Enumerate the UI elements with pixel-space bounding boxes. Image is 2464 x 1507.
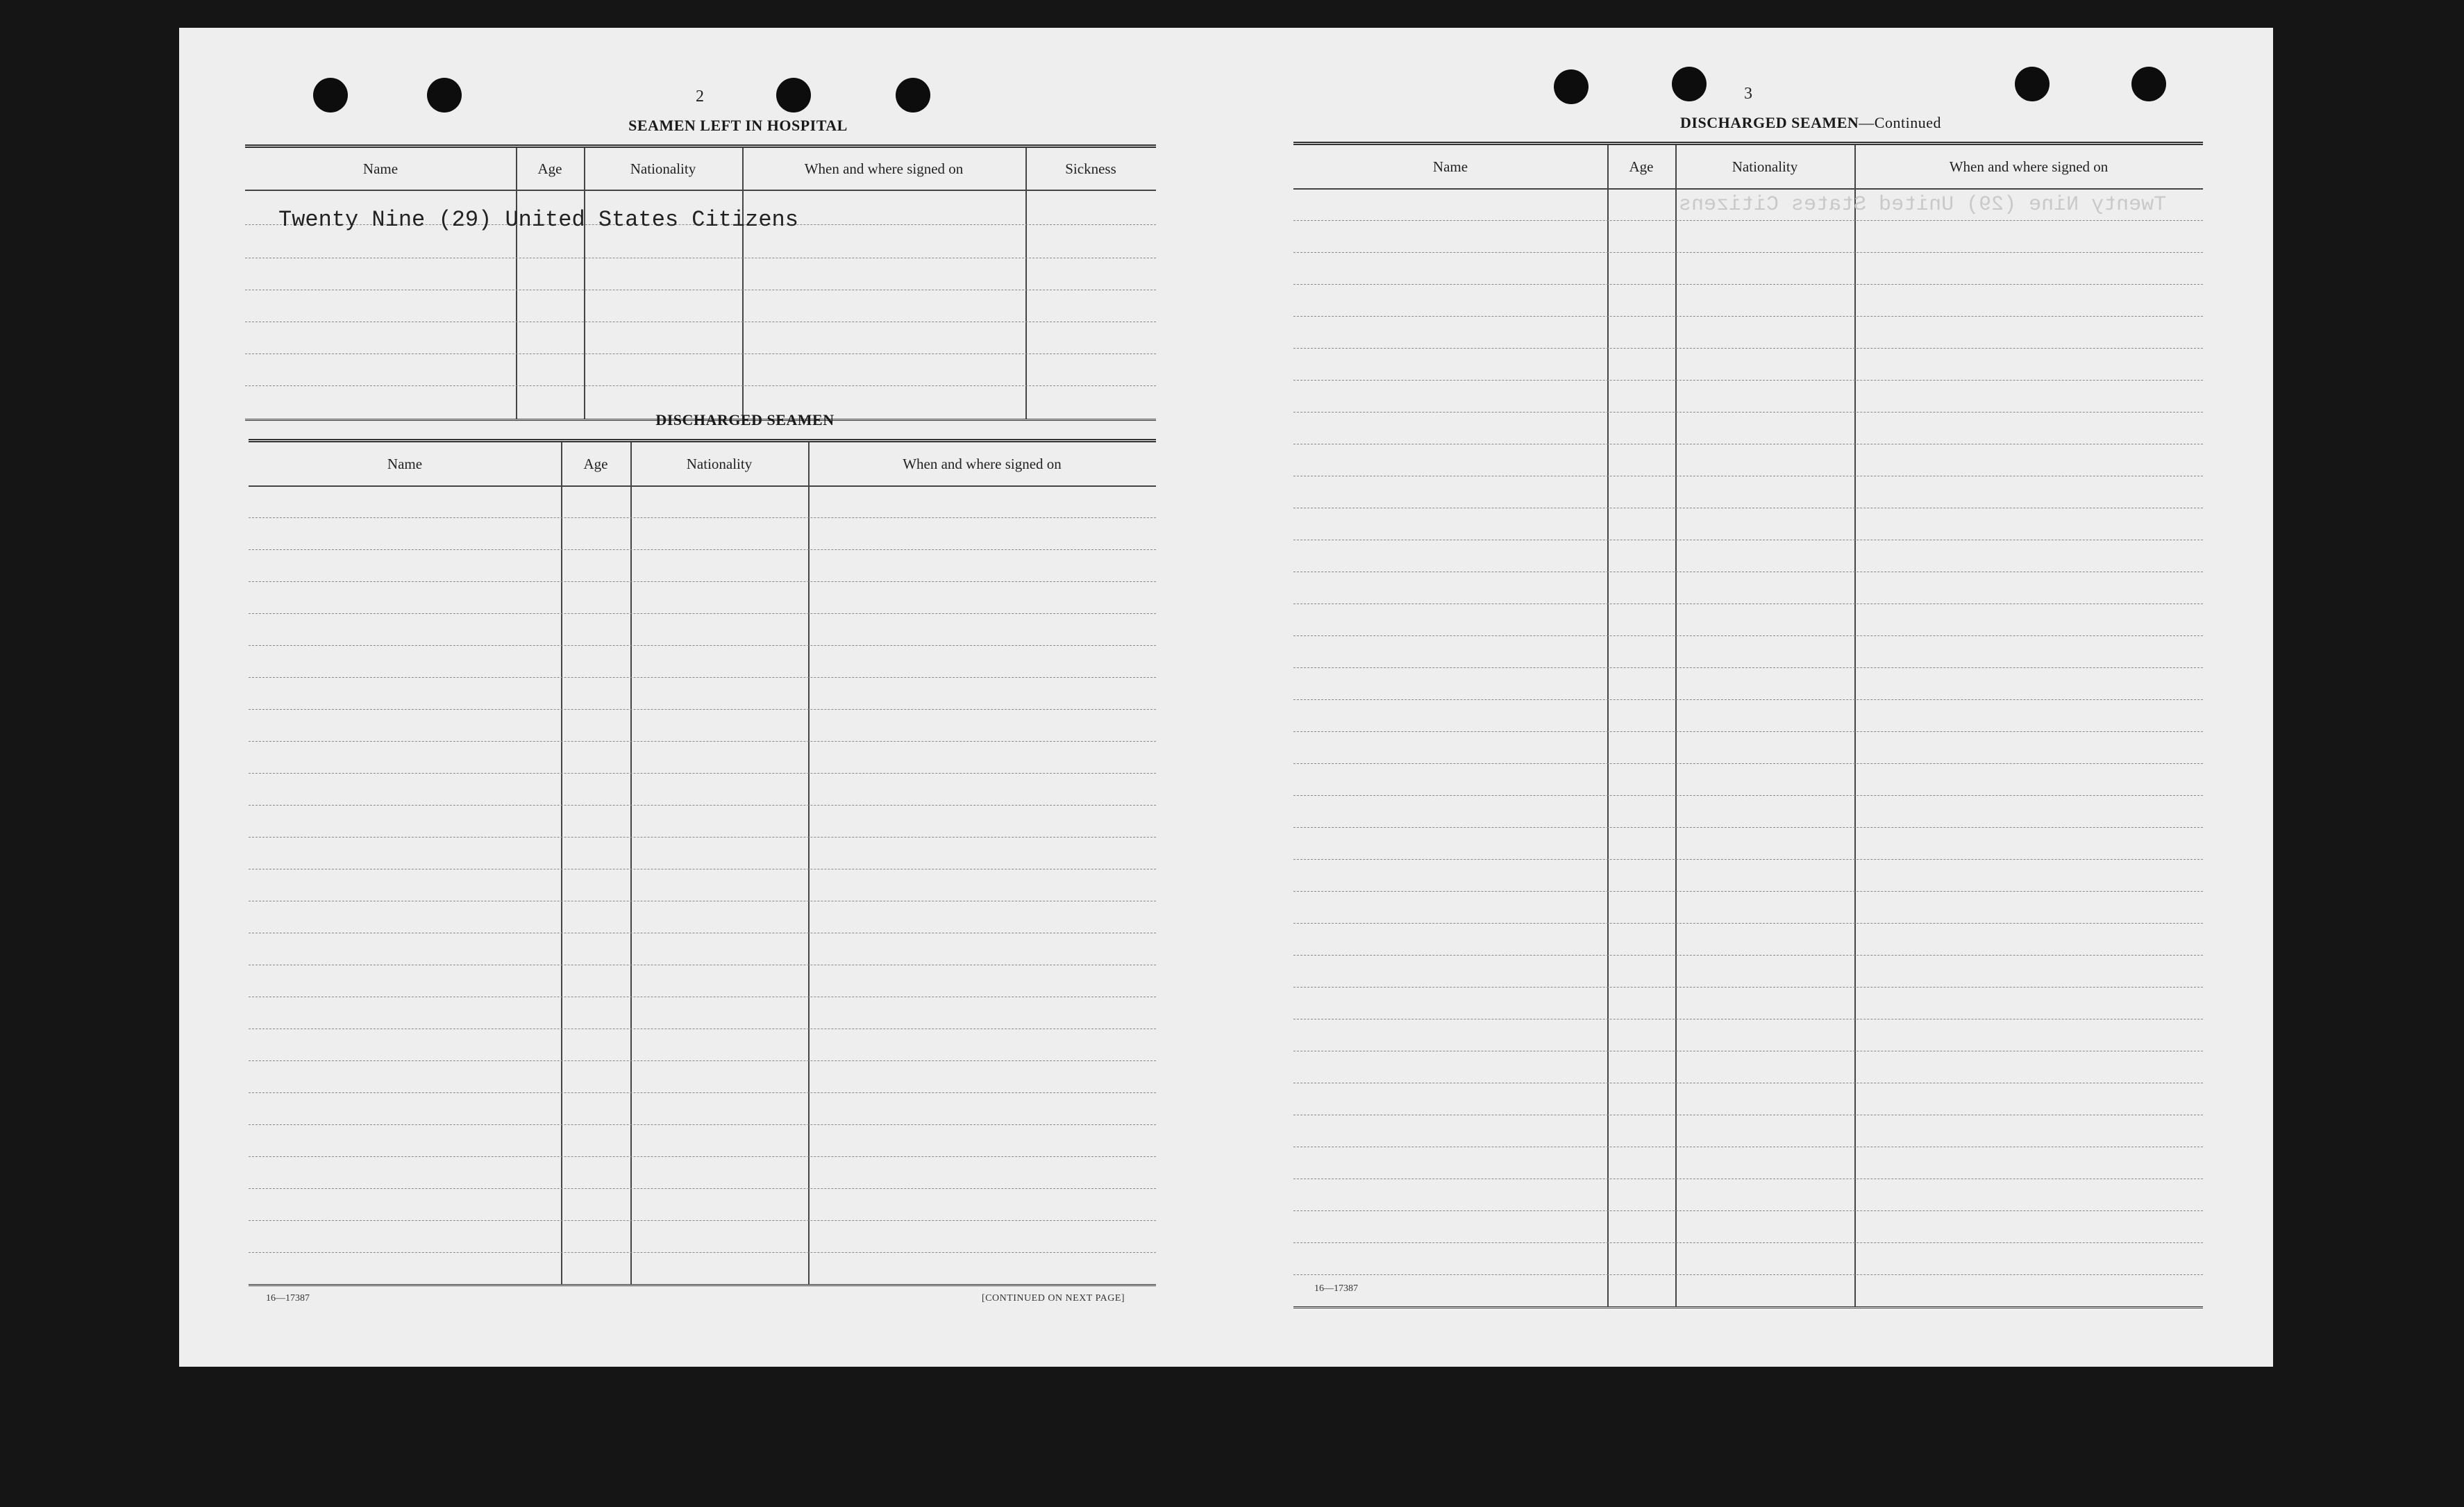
row-rule <box>249 613 1156 614</box>
row-rule <box>1293 316 2203 317</box>
discharged-table <box>249 439 1156 1286</box>
row-rule <box>249 677 1156 678</box>
right-section-title <box>1498 114 2123 132</box>
column-divider <box>584 148 585 419</box>
row-rule <box>249 581 1156 582</box>
row-rule <box>1293 923 2203 924</box>
hospital-table <box>245 144 1156 421</box>
row-rule <box>249 709 1156 710</box>
row-rule <box>1293 987 2203 988</box>
page-number-right: 3 <box>1744 85 1752 103</box>
row-rule <box>1293 348 2203 349</box>
hospital-section-title: SEAMEN LEFT IN HOSPITAL <box>628 117 848 134</box>
row-rule <box>1293 1210 2203 1211</box>
punch-hole <box>313 78 348 113</box>
row-rule <box>1293 891 2203 892</box>
row-rule <box>1293 795 2203 796</box>
row-rule <box>1293 220 2203 221</box>
row-rule <box>1293 763 2203 764</box>
form-number-left: 16—17387 <box>266 1293 310 1304</box>
discharged-continued-table <box>1293 142 2203 1308</box>
row-rule <box>249 805 1156 806</box>
col-header-age: Age <box>583 455 608 472</box>
row-rule <box>1293 1242 2203 1243</box>
row-rule <box>1293 284 2203 285</box>
row-rule <box>249 645 1156 646</box>
punch-hole <box>427 78 462 113</box>
row-rule <box>249 1252 1156 1253</box>
col-header-signed-on: When and where signed on <box>1949 158 2109 175</box>
punch-hole <box>1672 67 1707 101</box>
row-rule <box>249 517 1156 518</box>
row-rule <box>1293 667 2203 668</box>
col-header-nationality: Nationality <box>1732 158 1798 175</box>
row-rule <box>249 1124 1156 1125</box>
punch-hole <box>896 78 930 113</box>
col-header-name: Name <box>362 160 399 177</box>
row-rule <box>249 1188 1156 1189</box>
punch-hole <box>1554 69 1589 104</box>
row-rule <box>249 1060 1156 1061</box>
punch-hole <box>2131 67 2166 101</box>
col-header-name: Name <box>1432 158 1468 175</box>
punch-hole <box>776 78 811 113</box>
row-rule <box>249 837 1156 838</box>
column-divider <box>561 442 562 1284</box>
row-rule <box>249 741 1156 742</box>
column-divider <box>1607 145 1609 1306</box>
col-header-name: Name <box>387 455 423 472</box>
row-rule <box>1293 635 2203 636</box>
row-rule <box>1293 1274 2203 1275</box>
col-header-age: Age <box>537 160 562 177</box>
column-divider <box>516 148 517 419</box>
col-header-signed-on: When and where signed on <box>804 160 964 177</box>
row-rule <box>249 773 1156 774</box>
row-rule <box>1293 252 2203 253</box>
punch-hole <box>2015 67 2050 101</box>
column-divider <box>742 148 744 419</box>
row-rule <box>245 385 1156 386</box>
column-divider <box>630 442 632 1284</box>
right-title-main: DISCHARGED SEAMEN <box>1680 114 1859 131</box>
right-title-continued: —Continued <box>1859 114 1941 131</box>
column-divider <box>1854 145 1856 1306</box>
row-rule <box>249 1220 1156 1221</box>
row-rule <box>1293 731 2203 732</box>
row-rule <box>1293 380 2203 381</box>
bleed-through-text: Twenty Nine (29) United States Citizens <box>1679 193 2167 217</box>
col-header-signed-on: When and where signed on <box>903 455 1062 472</box>
row-rule <box>249 1156 1156 1157</box>
row-rule <box>1293 412 2203 413</box>
column-divider <box>1025 148 1027 419</box>
row-rule <box>1293 699 2203 700</box>
row-rule <box>1293 827 2203 828</box>
column-divider <box>1675 145 1677 1306</box>
row-rule <box>1293 859 2203 860</box>
page-number-left: 2 <box>696 88 704 106</box>
typed-entry: Twenty Nine (29) United States Citizens <box>278 207 798 233</box>
row-rule <box>245 353 1156 354</box>
discharged-section-title: DISCHARGED SEAMEN <box>655 411 835 428</box>
col-header-nationality: Nationality <box>686 455 753 472</box>
col-header-sickness: Sickness <box>1065 160 1116 177</box>
continued-note: [CONTINUED ON NEXT PAGE] <box>982 1293 1125 1304</box>
column-divider <box>808 442 810 1284</box>
row-rule <box>249 549 1156 550</box>
row-rule <box>249 1092 1156 1093</box>
row-rule <box>1293 955 2203 956</box>
col-header-age: Age <box>1629 158 1654 175</box>
row-rule <box>1293 603 2203 604</box>
col-header-nationality: Nationality <box>630 160 696 177</box>
document-sheet <box>179 28 2273 1367</box>
form-number-right: 16—17387 <box>1314 1283 1358 1294</box>
